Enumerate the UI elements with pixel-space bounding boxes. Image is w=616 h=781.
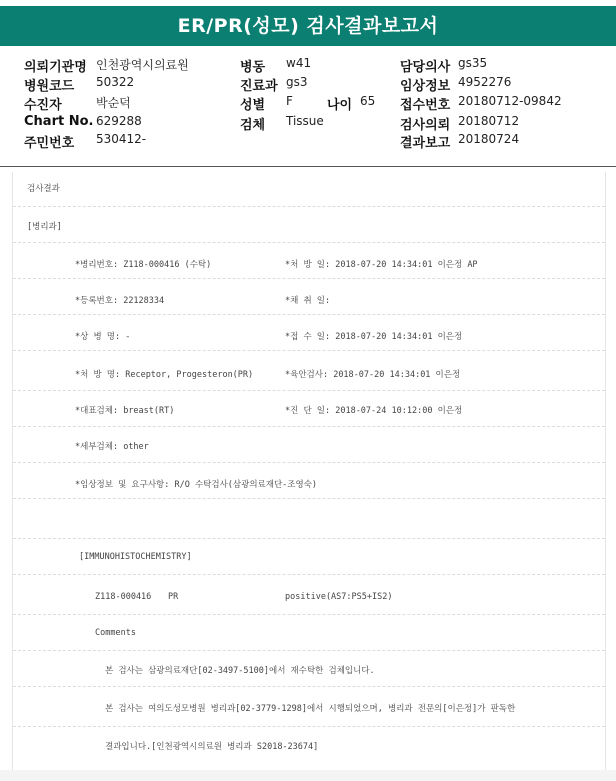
- field-line: [13, 314, 605, 351]
- info-row: [0, 75, 616, 93]
- report-body: [12, 172, 606, 775]
- ihc-header-line: [13, 538, 605, 575]
- field-line: [13, 350, 605, 391]
- field-line: [13, 462, 605, 499]
- field-line: [13, 278, 605, 315]
- field-order-date: *처 방 일: 2018-07-20 14:34:01 이은정 AP: [285, 260, 478, 270]
- ihc-marker: PR: [168, 592, 179, 602]
- info-row: [0, 132, 616, 150]
- report-title: ER/PR(성모) 검사결과보고서: [0, 6, 616, 46]
- comment-line: [13, 650, 605, 687]
- info-row: [0, 94, 616, 112]
- label-department: 진료과: [240, 79, 278, 94]
- label-institution: 의뢰기관명: [24, 60, 87, 75]
- field-registration-no: *등록번호: 22128334: [75, 296, 165, 306]
- dept-label: [병리과]: [27, 222, 62, 232]
- field-gross-exam: *육안검사: 2018-07-20 14:34:01 이은정: [285, 370, 461, 380]
- dept-line: [13, 206, 605, 243]
- comment-1: 본 검사는 삼광의료재단[02-3497-5100]에서 재수탁한 검체입니다.: [105, 666, 375, 676]
- label-receipt-no: 접수번호: [400, 98, 451, 113]
- label-doctor: 담당의사: [400, 60, 451, 75]
- label-hospital-code: 병원코드: [24, 79, 75, 94]
- label-chart-no: Chart No.: [24, 114, 94, 129]
- label-ssn: 주민번호: [24, 136, 75, 151]
- section-title: 검사결과: [27, 184, 60, 194]
- ihc-result: positive(AS7:PS5+IS2): [285, 592, 393, 602]
- label-clinical-info: 임상정보: [400, 79, 451, 94]
- value-age: 65: [360, 94, 376, 108]
- info-row: [0, 56, 616, 74]
- field-main-specimen: *대표검체: breast(RT): [75, 406, 175, 416]
- label-request-date: 검사의뢰: [400, 118, 451, 133]
- field-line: [13, 426, 605, 463]
- label-report-date: 결과보고: [400, 136, 451, 151]
- value-sex: F: [286, 94, 293, 108]
- value-patient: 박순덕: [96, 96, 131, 110]
- value-ward: w41: [286, 56, 312, 70]
- value-institution: 인천광역시의료원: [96, 58, 189, 72]
- value-department: gs3: [286, 75, 308, 89]
- field-collection-date: *채 취 일:: [285, 296, 331, 306]
- ihc-result-line: [13, 574, 605, 615]
- field-receipt-date: *접 수 일: 2018-07-20 14:34:01 이은정: [285, 332, 463, 342]
- field-pathology-no: *병리번호: Z118-000416 (수탁): [75, 260, 212, 270]
- field-line: [13, 242, 605, 279]
- comment-line: [13, 686, 605, 727]
- value-clinical-info: 4952276: [458, 75, 512, 89]
- value-doctor: gs35: [458, 56, 488, 70]
- info-row: [0, 114, 616, 132]
- ihc-header: [IMMUNOHISTOCHEMISTRY]: [79, 552, 192, 562]
- label-age: 나이: [327, 98, 353, 113]
- patient-info-panel: [0, 48, 616, 167]
- label-specimen: 검체: [240, 118, 266, 133]
- field-clinical-request: *임상정보 및 요구사항: R/O 수탁검사(삼광의료재단-조영숙): [75, 480, 318, 490]
- comment-2: 본 검사는 여의도성모병원 병리과[02-3779-1298]에서 시행되었으며, 병리과 전문의[이은정]가 판독한: [105, 704, 516, 714]
- comment-line: [13, 726, 605, 762]
- value-ssn: 530412-: [96, 132, 147, 146]
- comments-label: Comments: [95, 628, 136, 638]
- value-specimen: Tissue: [286, 114, 324, 128]
- label-sex: 성별: [240, 98, 266, 113]
- field-diagnosis-name: *상 병 명: -: [75, 332, 131, 342]
- blank-line: [13, 498, 605, 539]
- field-detail-specimen: *세부검체: other: [75, 442, 149, 452]
- value-hospital-code: 50322: [96, 75, 135, 89]
- field-line: [13, 390, 605, 427]
- field-order-name: *처 방 명: Receptor, Progesteron(PR): [75, 370, 254, 380]
- field-diagnosis-date: *진 단 일: 2018-07-24 10:12:00 이은정: [285, 406, 463, 416]
- label-patient: 수진자: [24, 98, 62, 113]
- comment-3: 결과입니다.[인천광역시의료원 병리과 S2018-23674]: [105, 742, 319, 752]
- section-header-line: [13, 172, 605, 207]
- value-receipt-no: 20180712-09842: [458, 94, 562, 108]
- value-request-date: 20180712: [458, 114, 520, 128]
- value-report-date: 20180724: [458, 132, 520, 146]
- page-bottom-bar: [0, 770, 616, 781]
- ihc-id: Z118-000416: [95, 592, 152, 602]
- comments-line: [13, 614, 605, 651]
- label-ward: 병동: [240, 60, 266, 75]
- value-chart-no: 629288: [96, 114, 142, 128]
